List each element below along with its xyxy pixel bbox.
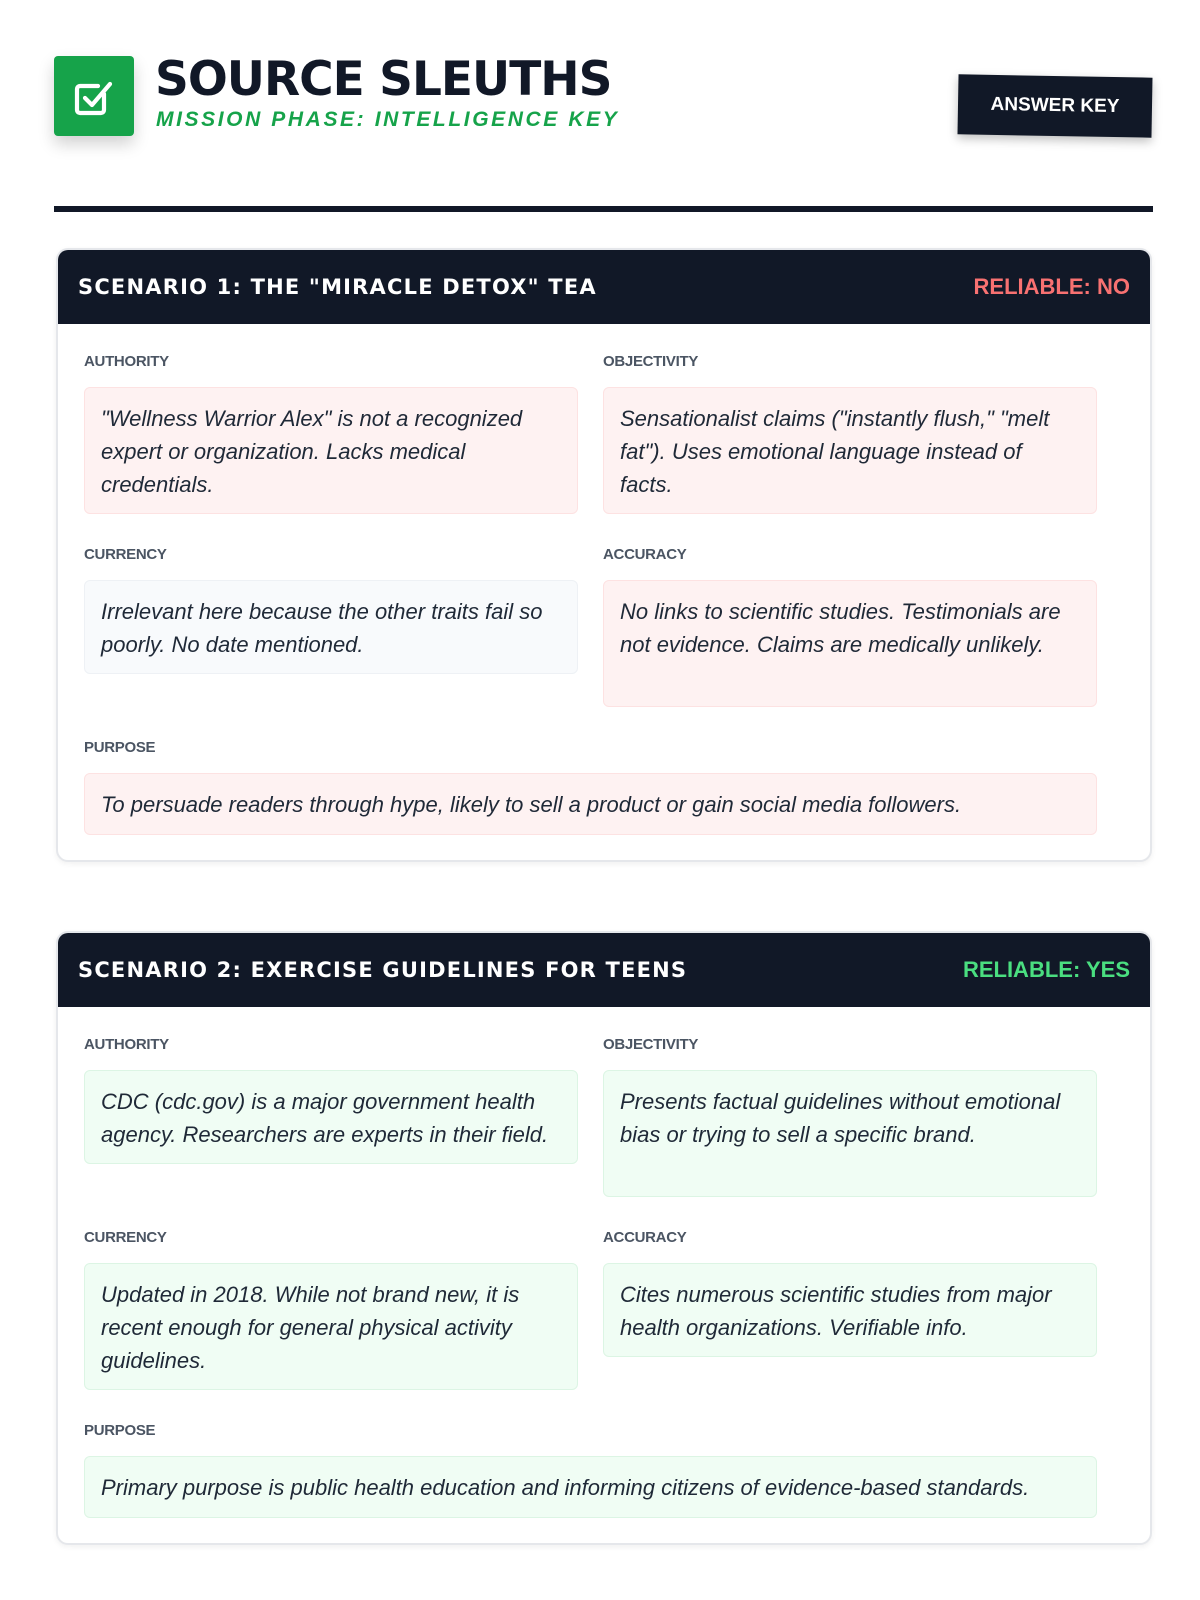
accuracy-label: ACCURACY xyxy=(603,1229,687,1246)
currency-box: Irrelevant here because the other traits fail so poorly. No date mentioned. xyxy=(84,580,578,674)
objectivity-box: Presents factual guidelines without emotional bias or trying to sell a specific brand. xyxy=(603,1070,1097,1197)
authority-label: AUTHORITY xyxy=(84,353,169,370)
scenario-card-1 xyxy=(56,248,1152,862)
scenario-card-2 xyxy=(56,931,1152,1545)
scenario-header xyxy=(58,250,1150,324)
scenario-header xyxy=(58,933,1150,1007)
purpose-box: To persuade readers through hype, likely to sell a product or gain social media followers. xyxy=(84,773,1097,835)
authority-label: AUTHORITY xyxy=(84,1036,169,1053)
scenario-title: SCENARIO 2: EXERCISE GUIDELINES FOR TEENS xyxy=(78,958,688,982)
reliability-verdict: RELIABLE: NO xyxy=(973,274,1130,299)
checkbox-icon xyxy=(70,72,118,120)
purpose-label: PURPOSE xyxy=(84,739,156,756)
currency-label: CURRENCY xyxy=(84,546,167,563)
page-header xyxy=(54,54,1154,144)
objectivity-box: Sensationalist claims ("instantly flush," "melt fat"). Uses emotional language instead of facts. xyxy=(603,387,1097,514)
authority-box: "Wellness Warrior Alex" is not a recognized expert or organization. Lacks medical credentials. xyxy=(84,387,578,514)
page-subtitle: MISSION PHASE: INTELLIGENCE KEY xyxy=(156,108,620,131)
page-title: SOURCE SLEUTHS xyxy=(155,52,612,107)
objectivity-label: OBJECTIVITY xyxy=(603,353,699,370)
currency-label: CURRENCY xyxy=(84,1229,167,1246)
accuracy-label: ACCURACY xyxy=(603,546,687,563)
currency-box: Updated in 2018. While not brand new, it is recent enough for general physical activity guidelines. xyxy=(84,1263,578,1390)
answer-key-badge: ANSWER KEY xyxy=(957,74,1152,137)
objectivity-label: OBJECTIVITY xyxy=(603,1036,699,1053)
accuracy-box: Cites numerous scientific studies from major health organizations. Verifiable info. xyxy=(603,1263,1097,1357)
purpose-label: PURPOSE xyxy=(84,1422,156,1439)
header-divider xyxy=(54,206,1153,212)
reliability-verdict: RELIABLE: YES xyxy=(962,957,1130,982)
accuracy-box: No links to scientific studies. Testimonials are not evidence. Claims are medically unlikely. xyxy=(603,580,1097,707)
authority-box: CDC (cdc.gov) is a major government health agency. Researchers are experts in their field. xyxy=(84,1070,578,1164)
scenario-title: SCENARIO 1: THE "MIRACLE DETOX" TEA xyxy=(78,275,597,299)
purpose-box: Primary purpose is public health education and informing citizens of evidence-based standards. xyxy=(84,1456,1097,1518)
logo xyxy=(54,56,134,136)
